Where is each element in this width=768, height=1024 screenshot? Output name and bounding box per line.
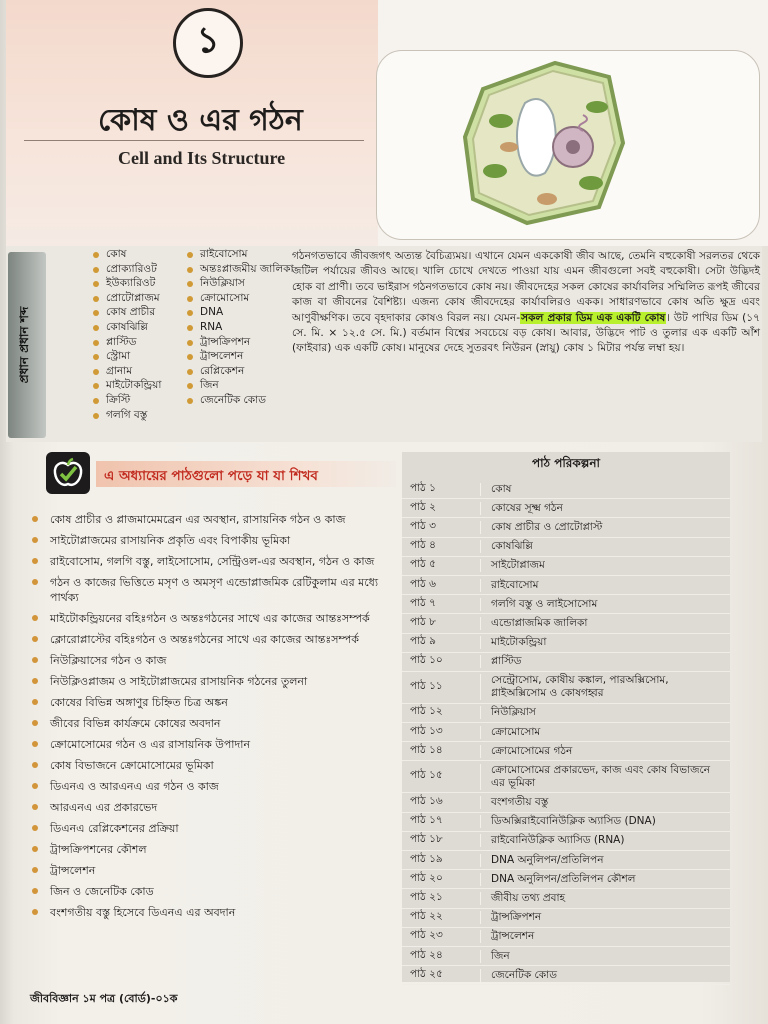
objective-item: জিন ও জেনেটিক কোড: [28, 884, 380, 899]
lesson-row: [402, 704, 730, 723]
objective-item: ডিএনএ ও আরএনএ এর গঠন ও কাজ: [28, 779, 380, 794]
chapter-title-english: Cell and Its Structure: [118, 148, 286, 168]
objective-item: ট্রান্সলেশন: [28, 863, 380, 878]
keyword-list-1: [92, 247, 161, 422]
objective-item: ক্লোরোপ্লাস্টের বহিঃগঠন ও অন্তঃগঠনের সাথে এর কাজের আন্তঃসম্পর্ক: [28, 632, 380, 647]
keyword-item: অন্তঃপ্লাজমীয় জালিকা: [186, 262, 294, 277]
keyword-item: রেপ্লিকেশন: [186, 364, 294, 379]
lesson-number: পাঠ ১৮: [410, 833, 443, 846]
objectives-header: [46, 452, 386, 494]
intro-text-2: । উট পাখির ডিম (১৭ সে. মি. × ১২.৫ সে. মি.) বর্তমান বিশ্বের সবচেয়ে বড় কোষ। আবার, উদ্ভিদে পাট ও তুলার এক একটি আঁশ (ফাইবার) এক একটি কোষ। মানুষের দেহে সুতরবৎ নিউরন (স্নায়ু) কোষ ১ মিটার পর্যন্ত লম্বা হয়।: [292, 311, 760, 355]
lesson-topic: ডিঅক্সিরাইবোনিউক্লিক অ্যাসিড (DNA): [480, 815, 730, 828]
chapter-introduction: [292, 249, 760, 357]
chapter-number: ১: [173, 8, 243, 78]
keyword-item: গ্রানাম: [92, 364, 161, 379]
keyword-item: নিউক্লিয়াস: [186, 276, 294, 291]
keyword-item: RNA: [186, 320, 294, 335]
keyword-item: ট্রান্সলেশন: [186, 349, 294, 364]
lesson-number: পাঠ ৭: [410, 596, 436, 609]
lesson-topic: কোষ প্রাচীর ও প্রোটোপ্লাস্ট: [480, 521, 730, 534]
keyword-item: ক্রিস্টি: [92, 393, 161, 408]
lesson-row: [402, 909, 730, 928]
lesson-number: পাঠ ১৩: [410, 724, 443, 737]
lesson-number: পাঠ ৩: [410, 519, 436, 532]
lesson-number: পাঠ ৬: [410, 577, 436, 590]
objective-item: ক্রোমোসোমের গঠন ও এর রাসায়নিক উপাদান: [28, 737, 380, 752]
lesson-topic: জেনেটিক কোড: [480, 969, 730, 982]
keyword-item: ট্রান্সক্রিপশন: [186, 335, 294, 350]
lesson-number: পাঠ ১৯: [410, 852, 443, 865]
intro-text-1: গঠনগতভাবে জীবজগৎ অত্যন্ত বৈচিত্র্যময়। এখানে যেমন এককোষী জীব আছে, তেমনি বহুকোষী সরলতর থেকে জটিল পর্যায়ের জীবও আছে। খালি চোখে দেখতে পাওয়া যায় এমন জীবগুলো সবই বহুকোষী। সেটা উদ্ভিদই হোক বা প্রাণী। তবে ভাইরাস গঠনগতভাবে কোষ নয়। জীবদেহের সকল কোষের কার্যাবলির সম্মিলিত রূপই জীবের কাজ বা জীবনের বৈশিষ্ট্য। এজন্য কোষ জীবদেহের কার্যাবলিরও একক। সাধারণভাবে কোষ অতি ক্ষুদ্র এবং আণুবীক্ষণিক। তবে বৃহদাকার কোষও বিরল নয়। যেমন-: [292, 250, 760, 324]
title-divider: [24, 140, 364, 141]
lesson-topic: কোষঝিল্লি: [480, 540, 730, 553]
lesson-number: পাঠ ২২: [410, 910, 443, 923]
keyword-item: ইউক্যারিওট: [92, 276, 161, 291]
page-footer: জীববিজ্ঞান ১ম পত্র (বোর্ড)-০১ক: [30, 992, 178, 1005]
keyword-item: জিন: [186, 378, 294, 393]
lesson-number: পাঠ ২৩: [410, 929, 443, 942]
lesson-row: [402, 947, 730, 966]
lesson-row: [402, 889, 730, 908]
lesson-row: [402, 832, 730, 851]
lesson-row: [402, 966, 730, 985]
objective-item: ট্রান্সক্রিপশনের কৌশল: [28, 842, 380, 857]
chapter-title-bengali: কোষ ও এর গঠন: [98, 103, 303, 138]
lesson-topic: জিন: [480, 950, 730, 963]
lesson-plan-title: পাঠ পরিকল্পনা: [531, 456, 600, 470]
objective-item: কোষ প্রাচীর ও প্লাজমামেমব্রেন এর অবস্থান, রাসায়নিক গঠন ও কাজ: [28, 512, 380, 527]
keyword-list-2: [186, 247, 294, 408]
lesson-topic: মাইটোকন্ড্রিয়া: [480, 636, 730, 649]
lesson-topic: এন্ডোপ্লাজমিক জালিকা: [480, 617, 730, 630]
lesson-topic: ট্রান্সলেশন: [480, 930, 730, 943]
objective-item: মাইটোকন্ড্রিয়নের বহিঃগঠন ও অন্তঃগঠনের সাথে এর কাজের আন্তঃসম্পর্ক: [28, 611, 380, 626]
lesson-row: [402, 761, 730, 793]
lesson-number: পাঠ ২৪: [410, 948, 443, 961]
objective-item: সাইটোপ্লাজমের রাসায়নিক প্রকৃতি এবং বিপাকীয় ভূমিকা: [28, 533, 380, 548]
keyword-item: DNA: [186, 305, 294, 320]
lesson-topic: বংশগতীয় বস্তু: [480, 796, 730, 809]
lesson-row: [402, 614, 730, 633]
lesson-row: [402, 518, 730, 537]
lesson-topic: কোষের সূক্ষ্ম গঠন: [480, 502, 730, 515]
lesson-number: পাঠ ১৬: [410, 795, 443, 808]
lesson-topic: রাইবোসোম: [480, 579, 730, 592]
lesson-topic: জীবীয় তথ্য প্রবাহ: [480, 892, 730, 905]
lesson-row: [402, 595, 730, 614]
keyword-item: রাইবোসোম: [186, 247, 294, 262]
keyword-item: ক্রোমোসোম: [186, 291, 294, 306]
lesson-topic: ক্রোমোসোমের প্রকারভেদ, কাজ এবং কোষ বিভাজনে এর ভূমিকা: [480, 764, 730, 790]
lesson-number: পাঠ ৮: [410, 615, 436, 628]
lesson-row: [402, 653, 730, 672]
lesson-row: [402, 813, 730, 832]
keyword-item: স্ট্রোমা: [92, 349, 161, 364]
keyword-item: কোষঝিল্লি: [92, 320, 161, 335]
lesson-topic: সেন্ট্রোসোম, কোষীয় কঙ্কাল, পারঅক্সিসোম, গ্লাইঅক্সিসোম ও কোষগহ্বর: [480, 674, 730, 700]
lesson-number: পাঠ ২৫: [410, 967, 443, 980]
objectives-title-band: [96, 461, 396, 487]
learning-objectives-list: [28, 512, 380, 926]
lesson-number: পাঠ ১১: [410, 679, 443, 692]
objective-item: ডিএনএ রেপ্লিকেশনের প্রক্রিয়া: [28, 821, 380, 836]
lesson-topic: প্লাস্টিড: [480, 655, 730, 668]
lesson-topic: DNA অনুলিপন/প্রতিলিপন: [480, 854, 730, 867]
keyword-item: প্রোক্যারিওট: [92, 262, 161, 277]
lesson-number: পাঠ ১৪: [410, 743, 443, 756]
keyword-item: কোষ প্রাচীর: [92, 305, 161, 320]
lesson-row: [402, 742, 730, 761]
lesson-row: [402, 672, 730, 704]
plant-cell-icon: [377, 51, 759, 239]
keyword-item: মাইটোকন্ড্রিয়া: [92, 378, 161, 393]
lesson-topic: ট্রান্সক্রিপশন: [480, 911, 730, 924]
lesson-number: পাঠ ৫: [410, 558, 436, 571]
lesson-row: [402, 870, 730, 889]
objective-item: নিউক্লিওপ্লাজম ও সাইটোপ্লাজমের রাসায়নিক গঠনের তুলনা: [28, 674, 380, 689]
lesson-row: [402, 499, 730, 518]
lesson-number: পাঠ ১৫: [410, 769, 443, 782]
objective-item: রাইবোসোম, গলগি বস্তু, লাইসোসোম, সেন্ট্রিওল-এর অবস্থান, গঠন ও কাজ: [28, 554, 380, 569]
keyword-item: কোষ: [92, 247, 161, 262]
lesson-number: পাঠ ৯: [410, 635, 436, 648]
plant-cell-illustration: [376, 50, 760, 240]
lesson-number: পাঠ ১: [410, 481, 436, 494]
objective-item: গঠন ও কাজের ভিত্তিতে মসৃণ ও অমসৃণ এন্ডোপ্লাজমিক রেটিকুলাম এর মধ্যে পার্থক্য: [28, 575, 380, 605]
objective-item: জীবের বিভিন্ন কার্যক্রমে কোষের অবদান: [28, 716, 380, 731]
lesson-topic: নিউক্লিয়াস: [480, 706, 730, 719]
lesson-row: [402, 634, 730, 653]
lesson-number: পাঠ ২০: [410, 871, 443, 884]
objective-item: কোষ বিভাজনে ক্রোমোসোমের ভূমিকা: [28, 758, 380, 773]
lesson-number: পাঠ ২: [410, 500, 436, 513]
lesson-topic: রাইবোনিউক্লিক অ্যাসিড (RNA): [480, 834, 730, 847]
highlighted-text: সকল প্রকার ডিম এক একটি কোষ: [521, 311, 666, 324]
lesson-topic: সাইটোপ্লাজম: [480, 559, 730, 572]
objective-item: আরএনএ এর প্রকারভেদ: [28, 800, 380, 815]
lesson-number: পাঠ ১৭: [410, 814, 443, 827]
objectives-title: এ অধ্যায়ের পাঠগুলো পড়ে যা যা শিখব: [104, 468, 318, 484]
lesson-topic: DNA অনুলিপন/প্রতিলিপন কৌশল: [480, 873, 730, 886]
lesson-topic: গলগি বস্তু ও লাইসোসোম: [480, 598, 730, 611]
lesson-number: পাঠ ৪: [410, 539, 436, 552]
lesson-number: পাঠ ১০: [410, 654, 443, 667]
lesson-topic: ক্রোমোসোমের গঠন: [480, 745, 730, 758]
keyword-item: জেনেটিক কোড: [186, 393, 294, 408]
objective-item: বংশগতীয় বস্তু হিসেবে ডিএনএ এর অবদান: [28, 905, 380, 920]
keyword-item: প্রোটোপ্লাজম: [92, 291, 161, 306]
lesson-number: পাঠ ২১: [410, 890, 443, 903]
lesson-row: [402, 557, 730, 576]
lesson-number: পাঠ ১২: [410, 705, 443, 718]
lesson-topic: ক্রোমোসোম: [480, 726, 730, 739]
lesson-row: [402, 480, 730, 499]
lesson-row: [402, 576, 730, 595]
lesson-row: [402, 928, 730, 947]
keyword-item: গলগি বস্তু: [92, 408, 161, 423]
lesson-row: [402, 538, 730, 557]
keyword-item: প্লাস্টিড: [92, 335, 161, 350]
lesson-row: [402, 793, 730, 812]
lesson-plan-rows: [402, 480, 730, 985]
apple-check-icon: [46, 452, 90, 494]
lesson-row: [402, 723, 730, 742]
lesson-topic: কোষ: [480, 483, 730, 496]
objective-item: কোষের বিভিন্ন অঙ্গাণুর চিহ্নিত চিত্র অঙ্কন: [28, 695, 380, 710]
objective-item: নিউক্লিয়াসের গঠন ও কাজ: [28, 653, 380, 668]
keywords-side-label: প্রধান প্রধান শব্দ: [17, 306, 31, 384]
lesson-row: [402, 851, 730, 870]
